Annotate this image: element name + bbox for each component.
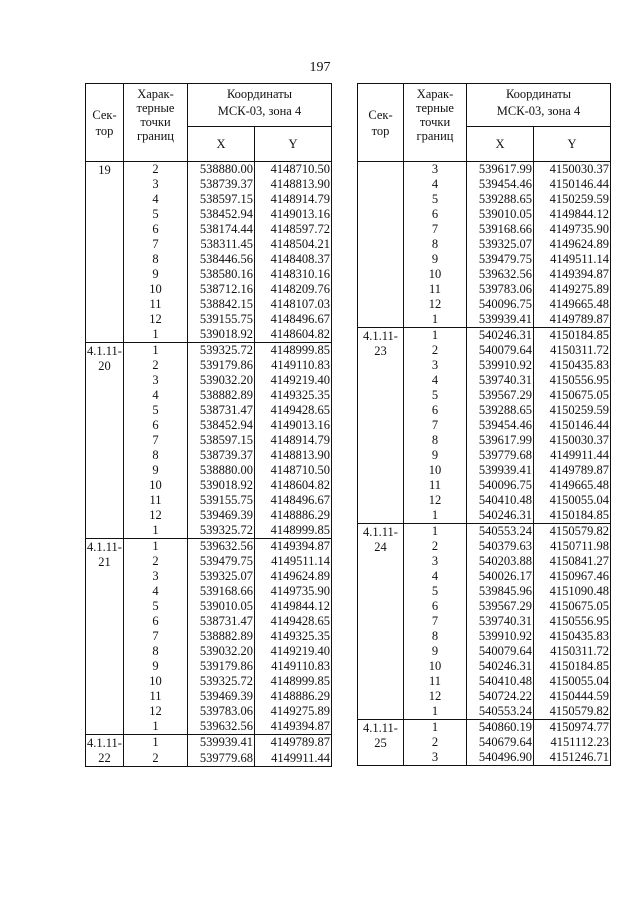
y-cell: 4149394.87	[534, 267, 611, 282]
point-cell: 5	[404, 584, 467, 599]
y-cell: 4150444.59	[534, 689, 611, 704]
sector-cell: 19	[86, 162, 124, 343]
x-cell: 539910.92	[467, 358, 534, 373]
y-cell: 4148710.50	[255, 463, 332, 478]
y-cell: 4150055.04	[534, 493, 611, 508]
x-cell: 538446.56	[188, 252, 255, 267]
point-cell: 1	[404, 312, 467, 328]
table-row	[86, 162, 332, 178]
point-cell: 11	[124, 689, 188, 704]
y-cell: 4149110.83	[255, 358, 332, 373]
point-cell: 10	[124, 674, 188, 689]
y-cell: 4150055.04	[534, 674, 611, 689]
y-cell: 4149624.89	[534, 237, 611, 252]
point-cell: 10	[124, 478, 188, 493]
y-cell: 4148597.72	[255, 222, 332, 237]
point-cell: 10	[404, 659, 467, 674]
x-cell: 539179.86	[188, 358, 255, 373]
x-cell: 540379.63	[467, 539, 534, 554]
y-cell: 4148999.85	[255, 674, 332, 689]
x-cell: 540246.31	[467, 508, 534, 524]
x-cell: 540079.64	[467, 644, 534, 659]
point-cell: 8	[404, 629, 467, 644]
x-cell: 540553.24	[467, 524, 534, 540]
coordinates-body-left	[86, 162, 332, 767]
y-cell: 4148999.85	[255, 343, 332, 359]
y-cell: 4148496.67	[255, 312, 332, 327]
y-cell: 4149275.89	[255, 704, 332, 719]
y-cell: 4151090.48	[534, 584, 611, 599]
page-number: 197	[309, 60, 331, 75]
table-row	[358, 162, 611, 178]
x-cell: 539567.29	[467, 388, 534, 403]
y-cell: 4149844.12	[534, 207, 611, 222]
y-cell: 4150579.82	[534, 704, 611, 720]
header-sector: Сек- тор	[86, 84, 124, 162]
x-cell: 539632.56	[188, 719, 255, 735]
x-cell: 539779.68	[467, 448, 534, 463]
x-cell: 539469.39	[188, 689, 255, 704]
header-y: Y	[534, 127, 611, 162]
y-cell: 4150841.27	[534, 554, 611, 569]
x-cell: 540246.31	[467, 328, 534, 344]
x-cell: 538452.94	[188, 207, 255, 222]
y-cell: 4148504.21	[255, 237, 332, 252]
x-cell: 540096.75	[467, 297, 534, 312]
y-cell: 4149394.87	[255, 539, 332, 555]
point-cell: 5	[124, 207, 188, 222]
point-cell: 12	[124, 704, 188, 719]
y-cell: 4150435.83	[534, 629, 611, 644]
y-cell: 4148886.29	[255, 689, 332, 704]
y-cell: 4150146.44	[534, 177, 611, 192]
x-cell: 540096.75	[467, 478, 534, 493]
y-cell: 4151246.71	[534, 750, 611, 766]
coordinates-table-left	[85, 83, 332, 767]
x-cell: 539783.06	[467, 282, 534, 297]
point-cell: 9	[124, 659, 188, 674]
point-cell: 8	[124, 448, 188, 463]
y-cell: 4150259.59	[534, 403, 611, 418]
x-cell: 540724.22	[467, 689, 534, 704]
x-cell: 539288.65	[467, 192, 534, 207]
x-cell: 540410.48	[467, 674, 534, 689]
point-cell: 1	[404, 704, 467, 720]
point-cell: 2	[124, 751, 188, 767]
y-cell: 4148604.82	[255, 327, 332, 343]
x-cell: 538880.00	[188, 463, 255, 478]
x-cell: 539010.05	[188, 599, 255, 614]
header-x: X	[467, 127, 534, 162]
table-row	[358, 524, 611, 540]
y-cell: 4150675.05	[534, 388, 611, 403]
point-cell: 1	[124, 539, 188, 555]
x-cell: 540079.64	[467, 343, 534, 358]
x-cell: 539632.56	[188, 539, 255, 555]
y-cell: 4149665.48	[534, 478, 611, 493]
y-cell: 4150259.59	[534, 192, 611, 207]
point-cell: 2	[124, 358, 188, 373]
y-cell: 4149911.44	[534, 448, 611, 463]
coordinates-table-right	[357, 83, 611, 766]
point-cell: 10	[124, 282, 188, 297]
point-cell: 6	[124, 418, 188, 433]
point-cell: 5	[124, 599, 188, 614]
point-cell: 3	[404, 750, 467, 766]
header-y: Y	[255, 127, 332, 162]
point-cell: 10	[404, 267, 467, 282]
x-cell: 539939.41	[467, 312, 534, 328]
point-cell: 9	[404, 644, 467, 659]
x-cell: 539740.31	[467, 373, 534, 388]
point-cell: 1	[404, 720, 467, 736]
x-cell: 538882.89	[188, 388, 255, 403]
sector-cell: 4.1.11- 21	[86, 539, 124, 735]
point-cell: 6	[404, 207, 467, 222]
point-cell: 8	[124, 252, 188, 267]
y-cell: 4149789.87	[534, 312, 611, 328]
y-cell: 4150435.83	[534, 358, 611, 373]
x-cell: 539454.46	[467, 177, 534, 192]
y-cell: 4148914.79	[255, 433, 332, 448]
x-cell: 539479.75	[188, 554, 255, 569]
y-cell: 4149219.40	[255, 373, 332, 388]
x-cell: 540203.88	[467, 554, 534, 569]
y-cell: 4150184.85	[534, 328, 611, 344]
y-cell: 4149789.87	[255, 735, 332, 751]
table-row	[358, 328, 611, 344]
table-row	[86, 343, 332, 359]
x-cell: 539325.72	[188, 343, 255, 359]
x-cell: 539018.92	[188, 478, 255, 493]
table-row	[86, 539, 332, 555]
point-cell: 12	[404, 297, 467, 312]
point-cell: 4	[124, 192, 188, 207]
x-cell: 539939.41	[467, 463, 534, 478]
point-cell: 4	[124, 584, 188, 599]
x-cell: 539010.05	[467, 207, 534, 222]
point-cell: 7	[124, 629, 188, 644]
x-cell: 540679.64	[467, 735, 534, 750]
y-cell: 4149275.89	[534, 282, 611, 297]
point-cell: 5	[404, 192, 467, 207]
table-row	[358, 720, 611, 736]
x-cell: 539155.75	[188, 493, 255, 508]
x-cell: 540496.90	[467, 750, 534, 766]
x-cell: 539910.92	[467, 629, 534, 644]
x-cell: 539018.92	[188, 327, 255, 343]
point-cell: 3	[124, 569, 188, 584]
x-cell: 539845.96	[467, 584, 534, 599]
sector-cell	[358, 162, 404, 328]
point-cell: 4	[404, 177, 467, 192]
y-cell: 4148710.50	[255, 162, 332, 178]
y-cell: 4149735.90	[255, 584, 332, 599]
point-cell: 1	[124, 719, 188, 735]
point-cell: 7	[124, 433, 188, 448]
point-cell: 1	[404, 524, 467, 540]
coordinates-body-right	[358, 162, 611, 766]
point-cell: 5	[404, 388, 467, 403]
x-cell: 539288.65	[467, 403, 534, 418]
point-cell: 12	[404, 493, 467, 508]
y-cell: 4148813.90	[255, 177, 332, 192]
x-cell: 539632.56	[467, 267, 534, 282]
point-cell: 8	[124, 644, 188, 659]
y-cell: 4149844.12	[255, 599, 332, 614]
header-points: Харак- терные точки границ	[124, 84, 188, 162]
x-cell: 540553.24	[467, 704, 534, 720]
point-cell: 4	[404, 373, 467, 388]
table-row	[86, 735, 332, 751]
y-cell: 4150579.82	[534, 524, 611, 540]
x-cell: 540410.48	[467, 493, 534, 508]
x-cell: 538731.47	[188, 614, 255, 629]
y-cell: 4150311.72	[534, 644, 611, 659]
y-cell: 4148310.16	[255, 267, 332, 282]
y-cell: 4150556.95	[534, 373, 611, 388]
y-cell: 4150030.37	[534, 433, 611, 448]
x-cell: 539939.41	[188, 735, 255, 751]
point-cell: 8	[404, 237, 467, 252]
x-cell: 540860.19	[467, 720, 534, 736]
point-cell: 8	[404, 433, 467, 448]
x-cell: 540246.31	[467, 659, 534, 674]
point-cell: 10	[404, 463, 467, 478]
x-cell: 540026.17	[467, 569, 534, 584]
header-sector: Сек- тор	[358, 84, 404, 162]
point-cell: 3	[404, 554, 467, 569]
header-x: X	[188, 127, 255, 162]
point-cell: 9	[404, 448, 467, 463]
point-cell: 3	[404, 358, 467, 373]
x-cell: 539617.99	[467, 433, 534, 448]
point-cell: 9	[404, 252, 467, 267]
x-cell: 538597.15	[188, 433, 255, 448]
x-cell: 539325.72	[188, 674, 255, 689]
point-cell: 2	[404, 539, 467, 554]
y-cell: 4149911.44	[255, 751, 332, 767]
point-cell: 3	[124, 373, 188, 388]
y-cell: 4150967.46	[534, 569, 611, 584]
point-cell: 5	[124, 403, 188, 418]
y-cell: 4149219.40	[255, 644, 332, 659]
point-cell: 6	[404, 599, 467, 614]
y-cell: 4149325.35	[255, 388, 332, 403]
x-cell: 539617.99	[467, 162, 534, 178]
y-cell: 4148209.76	[255, 282, 332, 297]
sector-cell: 4.1.11- 22	[87, 736, 122, 765]
y-cell: 4150030.37	[534, 162, 611, 178]
y-cell: 4150146.44	[534, 418, 611, 433]
x-cell: 538597.15	[188, 192, 255, 207]
x-cell: 539740.31	[467, 614, 534, 629]
point-cell: 6	[404, 403, 467, 418]
y-cell: 4151112.23	[534, 735, 611, 750]
x-cell: 539155.75	[188, 312, 255, 327]
x-cell: 538311.45	[188, 237, 255, 252]
x-cell: 539469.39	[188, 508, 255, 523]
point-cell: 1	[124, 327, 188, 343]
point-cell: 1	[404, 508, 467, 524]
point-cell: 11	[404, 674, 467, 689]
point-cell: 6	[124, 614, 188, 629]
x-cell: 539779.68	[188, 751, 255, 767]
x-cell: 539325.07	[467, 237, 534, 252]
y-cell: 4150675.05	[534, 599, 611, 614]
y-cell: 4148914.79	[255, 192, 332, 207]
x-cell: 539567.29	[467, 599, 534, 614]
y-cell: 4148999.85	[255, 523, 332, 539]
y-cell: 4149428.65	[255, 614, 332, 629]
point-cell: 4	[124, 388, 188, 403]
y-cell: 4149428.65	[255, 403, 332, 418]
x-cell: 538739.37	[188, 448, 255, 463]
x-cell: 538452.94	[188, 418, 255, 433]
x-cell: 538712.16	[188, 282, 255, 297]
y-cell: 4150311.72	[534, 343, 611, 358]
x-cell: 538882.89	[188, 629, 255, 644]
point-cell: 9	[124, 267, 188, 282]
x-cell: 538731.47	[188, 403, 255, 418]
sector-cell: 4.1.11- 24	[358, 524, 404, 720]
point-cell: 11	[404, 282, 467, 297]
x-cell: 538880.00	[188, 162, 255, 178]
point-cell: 1	[124, 523, 188, 539]
y-cell: 4149110.83	[255, 659, 332, 674]
point-cell: 7	[404, 614, 467, 629]
point-cell: 6	[124, 222, 188, 237]
point-cell: 12	[124, 312, 188, 327]
point-cell: 2	[404, 343, 467, 358]
y-cell: 4149394.87	[255, 719, 332, 735]
y-cell: 4150711.98	[534, 539, 611, 554]
point-cell: 9	[124, 463, 188, 478]
point-cell: 1	[404, 328, 467, 344]
x-cell: 539168.66	[467, 222, 534, 237]
y-cell: 4149789.87	[534, 463, 611, 478]
x-cell: 539168.66	[188, 584, 255, 599]
point-cell: 12	[404, 689, 467, 704]
sector-cell: 4.1.11- 23	[358, 328, 404, 524]
y-cell: 4149511.14	[255, 554, 332, 569]
x-cell: 539783.06	[188, 704, 255, 719]
point-cell: 2	[124, 162, 188, 178]
x-cell: 538842.15	[188, 297, 255, 312]
y-cell: 4148813.90	[255, 448, 332, 463]
sector-cell: 4.1.11- 25	[358, 720, 404, 766]
sector-cell: 4.1.11- 20	[86, 343, 124, 539]
header-coordinates: Координаты МСК-03, зона 4	[188, 84, 332, 127]
point-cell: 3	[404, 162, 467, 178]
y-cell: 4149624.89	[255, 569, 332, 584]
point-cell: 1	[124, 343, 188, 359]
y-cell: 4149665.48	[534, 297, 611, 312]
y-cell: 4149511.14	[534, 252, 611, 267]
x-cell: 539479.75	[467, 252, 534, 267]
y-cell: 4148496.67	[255, 493, 332, 508]
y-cell: 4148604.82	[255, 478, 332, 493]
y-cell: 4149013.16	[255, 418, 332, 433]
y-cell: 4150184.85	[534, 659, 611, 674]
point-cell: 11	[124, 297, 188, 312]
x-cell: 539032.20	[188, 644, 255, 659]
header-points: Харак- терные точки границ	[404, 84, 467, 162]
y-cell: 4148408.37	[255, 252, 332, 267]
point-cell: 3	[124, 177, 188, 192]
y-cell: 4149325.35	[255, 629, 332, 644]
y-cell: 4148107.03	[255, 297, 332, 312]
x-cell: 538580.16	[188, 267, 255, 282]
y-cell: 4148886.29	[255, 508, 332, 523]
x-cell: 539325.07	[188, 569, 255, 584]
point-cell: 7	[404, 222, 467, 237]
point-cell: 1	[124, 735, 188, 751]
point-cell: 11	[124, 493, 188, 508]
x-cell: 539454.46	[467, 418, 534, 433]
point-cell: 12	[124, 508, 188, 523]
y-cell: 4149735.90	[534, 222, 611, 237]
x-cell: 539179.86	[188, 659, 255, 674]
point-cell: 2	[404, 735, 467, 750]
x-cell: 539032.20	[188, 373, 255, 388]
y-cell: 4150184.85	[534, 508, 611, 524]
point-cell: 7	[404, 418, 467, 433]
point-cell: 7	[124, 237, 188, 252]
point-cell: 11	[404, 478, 467, 493]
header-coordinates: Координаты МСК-03, зона 4	[467, 84, 611, 127]
y-cell: 4150556.95	[534, 614, 611, 629]
y-cell: 4149013.16	[255, 207, 332, 222]
x-cell: 538174.44	[188, 222, 255, 237]
x-cell: 539325.72	[188, 523, 255, 539]
x-cell: 538739.37	[188, 177, 255, 192]
point-cell: 2	[124, 554, 188, 569]
point-cell: 4	[404, 569, 467, 584]
y-cell: 4150974.77	[534, 720, 611, 736]
